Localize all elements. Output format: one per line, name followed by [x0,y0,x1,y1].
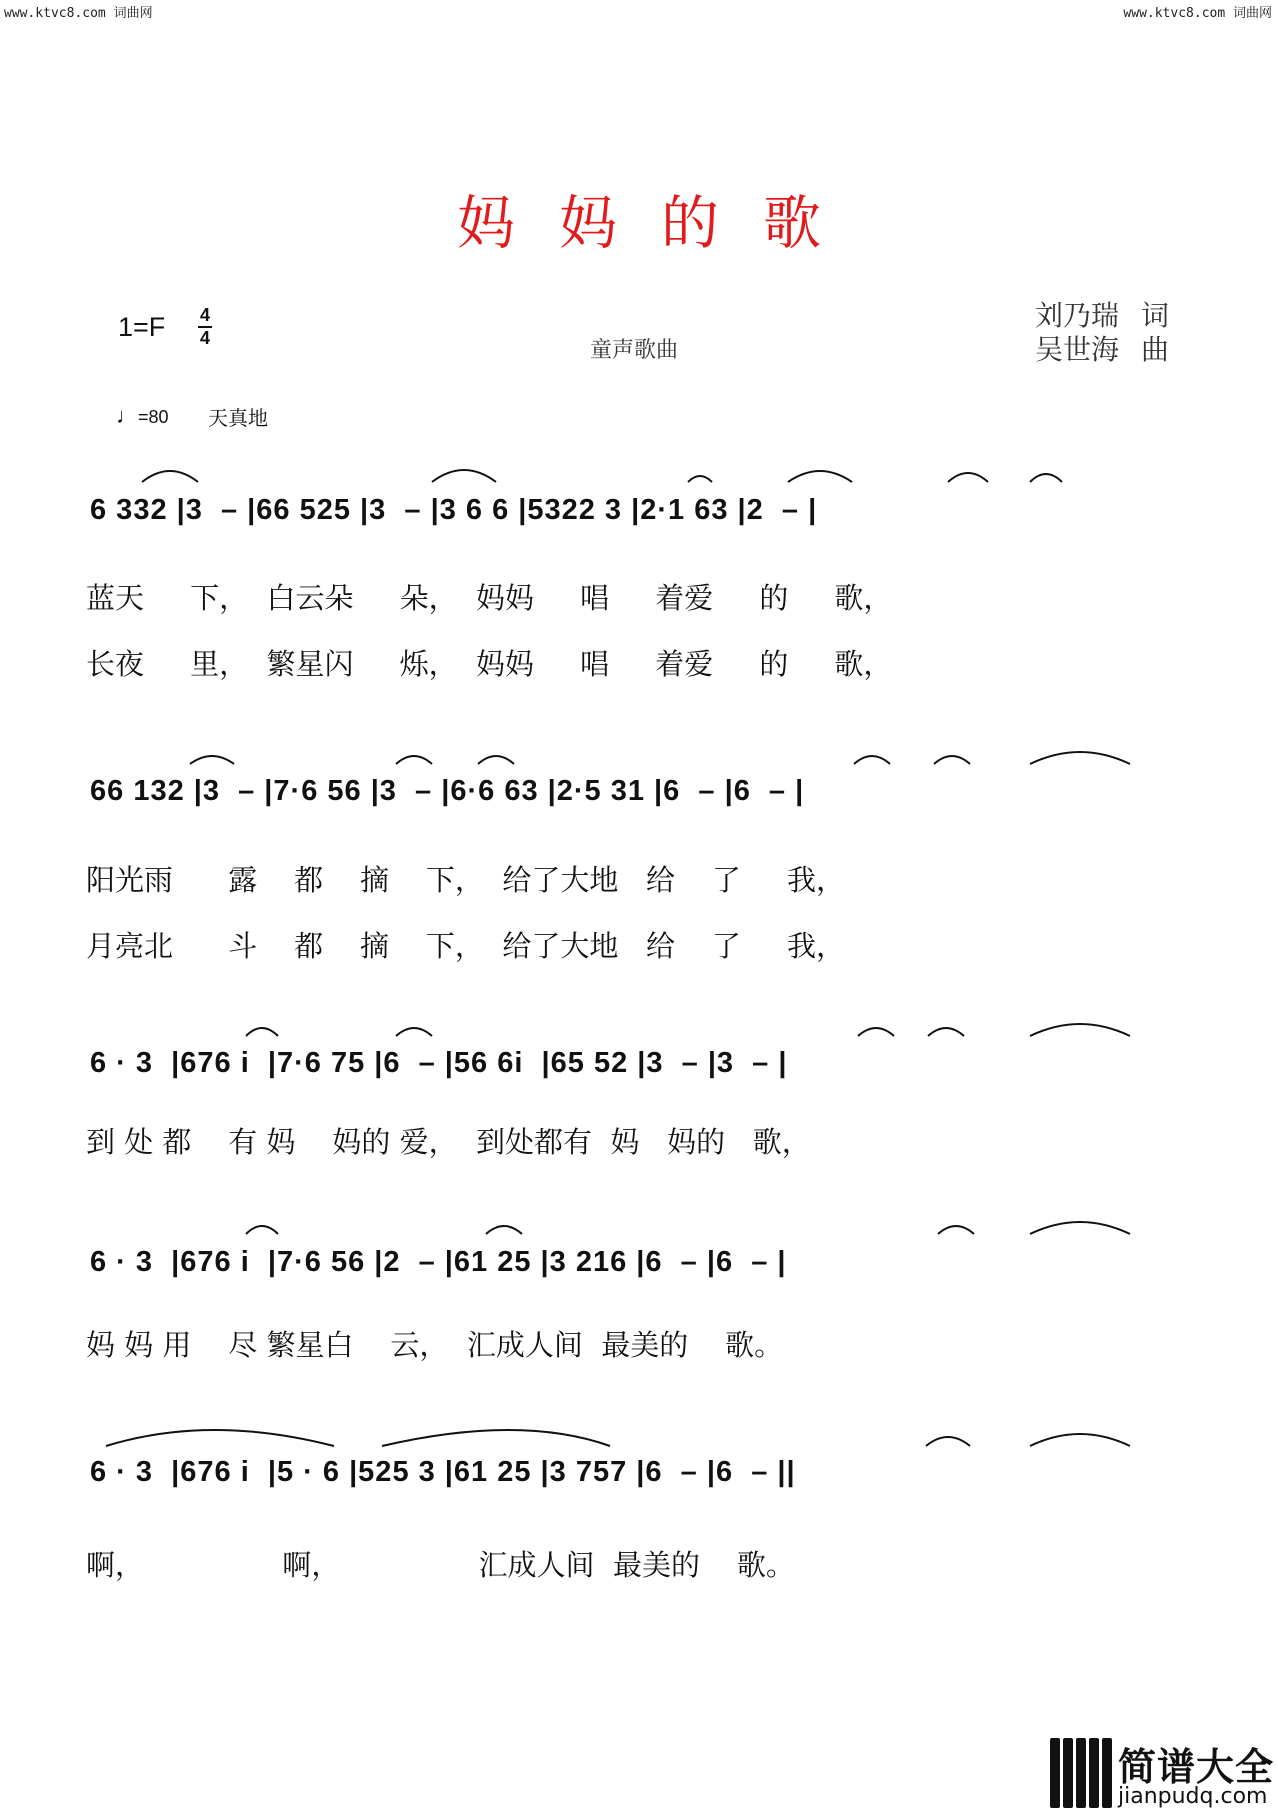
watermark-left: www.ktvc8.com 词曲网 [4,6,153,21]
piano-keys-icon [1050,1738,1112,1808]
slur [1030,1434,1130,1446]
watermark-right: www.ktvc8.com 词曲网 [1123,6,1272,21]
composer: 吴世海 [1035,333,1120,366]
notation-line-2: 66 132 |3 – |7·6 56 |3 – |6·6 63 |2·5 31 |6 – |6 – | [90,775,805,807]
notation-line-3: 6 · 3 |676 i |7·6 75 |6 – |56 6i |65 52 |3 – |3 – | [90,1047,788,1079]
slur [478,756,514,764]
genre-label: 童声歌曲 [590,338,679,363]
lyric-line-1a: 蓝天 下， 白云朵 朵， 妈妈 唱 着爱 的 歌， [86,581,893,615]
slur [948,473,988,482]
slur [1030,752,1130,764]
song-title: 妈妈的歌 [456,189,865,257]
slur [246,1226,278,1234]
slur [142,471,198,482]
lyric-line-4: 妈 妈 用 尽 繁星白 云， 汇成人间 最美的 歌。 [86,1328,784,1362]
notation-line-4: 6 · 3 |676 i |7·6 56 |2 – |61 25 |3 216 |6 – |6 – | [90,1246,787,1278]
key-signature: 1=F [118,312,166,342]
slur [938,1226,974,1234]
slur [486,1226,522,1234]
tempo-value: =80 [138,407,169,427]
slur [1030,474,1062,482]
slur [432,470,496,482]
lyric-line-1b: 长夜 里， 繁星闪 烁， 妈妈 唱 着爱 的 歌， [86,647,893,681]
lyric-line-2b: 月亮北 斗 都 摘 下， 给了大地 给 了 我， [86,929,845,963]
brand-logo [1050,1736,1275,1812]
brand-name: 简谱大全 [1118,1745,1275,1789]
slur [934,756,970,764]
slur [1030,1222,1130,1234]
slur [854,756,890,764]
slur [106,1430,334,1446]
slur [190,756,234,764]
slur [926,1437,970,1446]
slur [396,756,432,764]
slur [788,471,852,482]
lyric-line-3: 到 处 都 有 妈 妈的 爱， 到处都有 妈 妈的 歌， [86,1125,811,1159]
brand-url: jianpudq.com [1118,1784,1268,1809]
lyricist: 刘乃瑞 [1035,299,1120,332]
slur [246,1028,278,1036]
slur [1030,1024,1130,1036]
slur [928,1028,964,1036]
time-signature-top: 4 [199,305,210,325]
expression-marking: 天真地 [208,406,268,430]
composer-role: 曲 [1141,333,1170,366]
notation-line-1: 6 332 |3 – |66 525 |3 – |3 6 6 |5322 3 |2·1 63 |2 – | [90,494,818,526]
lyric-line-2a: 阳光雨 露 都 摘 下， 给了大地 给 了 我， [86,863,845,897]
slur [396,1028,432,1036]
lyricist-role: 词 [1141,299,1170,332]
quarter-note-icon: ♩ [116,403,138,428]
lyric-line-5: 啊， 啊， 汇成人间 最美的 歌。 [86,1548,795,1582]
slur [858,1028,894,1036]
notation-line-5: 6 · 3 |676 i |5 · 6 |525 3 |61 25 |3 757 |6 – |6 – || [90,1456,796,1488]
time-signature-bottom: 4 [199,328,210,348]
slur [382,1430,610,1446]
slur [688,476,712,482]
